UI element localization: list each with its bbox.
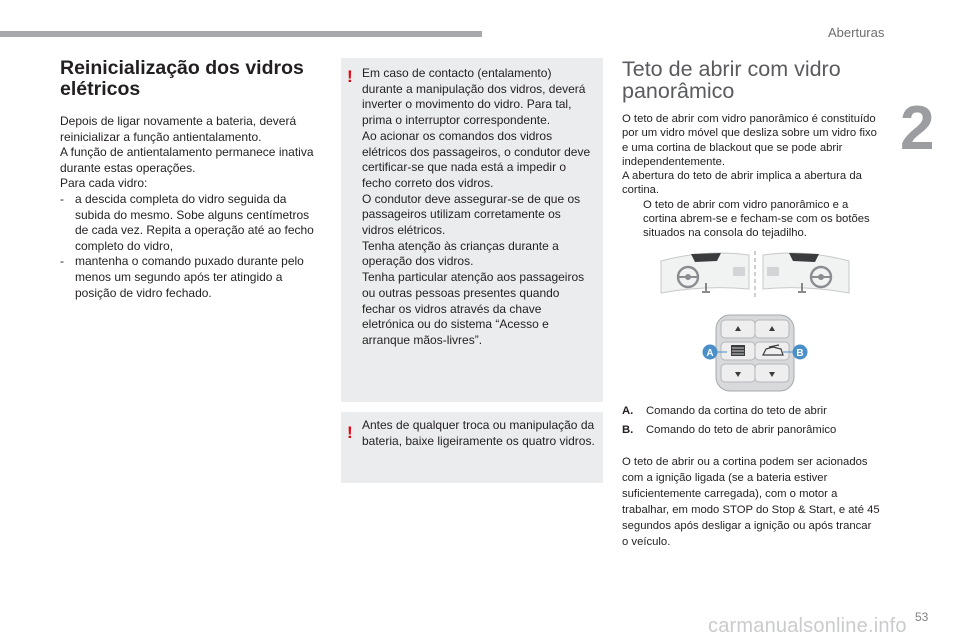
- warning-paragraph: Ao acionar os comandos dos vidros elétricos dos passageiros, o condutor deve certificar-se que nada está a impedir o fecho correto dos vidros.: [362, 128, 591, 190]
- reset-title-line2: elétricos: [60, 78, 141, 100]
- callout-a-label: A: [706, 348, 714, 359]
- warning-icon: !: [347, 423, 353, 442]
- section-name: Aberturas: [828, 25, 885, 40]
- legend-label: A.: [622, 405, 634, 417]
- blind-icon: [731, 345, 745, 356]
- list-item: [60, 192, 322, 254]
- list-item-text: a descida completa do vidro seguida da subida do mesmo. Sobe alguns centímetros de cada vez. Repita a operação até ao fecho completo do vidro,: [75, 191, 314, 253]
- chapter-number: 2: [900, 94, 935, 163]
- legend-item: [622, 404, 880, 418]
- warning-box-safety: [341, 58, 603, 402]
- dashboard-sketch-right: [763, 253, 849, 293]
- sunroof-paragraph: O teto de abrir com vidro panorâmico é constituído por um vidro móvel que desliza sobre um vidro fixo e uma cortina de blackout que se pode abrir independentemente.: [622, 113, 877, 168]
- header-rule: [0, 31, 482, 37]
- warning-text: Antes de qualquer troca ou manipulação da bateria, baixe ligeiramente os quatro vidros.: [362, 418, 595, 448]
- list-item: [622, 198, 880, 241]
- reset-body: [60, 114, 322, 301]
- reset-title-line1: Reinicialização dos vidros: [60, 57, 304, 79]
- legend-item: [622, 423, 880, 437]
- sunroof-title-line2: panorâmico: [622, 79, 735, 103]
- warning-box-battery: [341, 412, 603, 483]
- list-item-text: mantenha o comando puxado durante pelo menos um segundo após ter atingido a posição de vidro fechado.: [75, 254, 304, 300]
- dash-bullet: -: [60, 191, 64, 206]
- legend-text: Comando do teto de abrir panorâmico: [646, 424, 837, 436]
- roof-console-illustration: [655, 245, 855, 405]
- sunroof-operation-text: O teto de abrir ou a cortina podem ser acionados com a ignição ligada (se a bateria estiver suficientemente carregada), com o motor a trabalhar, em modo STOP do Stop & Start, e até 45 segundos após desligar a ignição ou após trancar o veículo.: [622, 456, 880, 548]
- watermark: carmanualsonline.info: [708, 615, 907, 637]
- reset-paragraph: Depois de ligar novamente a bateria, deverá reinicializar a função antientalamento.: [60, 114, 297, 144]
- roof-console-diagram: [655, 245, 855, 405]
- page-number: 53: [915, 610, 929, 624]
- roof-control-panel: [716, 315, 794, 391]
- legend-text: Comando da cortina do teto de abrir: [646, 405, 827, 417]
- dash-bullet: -: [60, 254, 64, 269]
- warning-paragraph: O condutor deve assegurar-se de que os passageiros utilizam corretamente os vidros elétricos.: [362, 191, 581, 238]
- warning-text: [362, 66, 595, 349]
- warning-paragraph: Em caso de contacto (entalamento) durante a manipulação dos vidros, deverá inverter o movimento do vidro. Para tal, prima o interruptor correspondente.: [362, 66, 586, 128]
- reset-section: [60, 58, 322, 301]
- warning-paragraph: Tenha particular atenção aos passageiros ou outras pessoas presentes quando fechar os vidros através da chave eletrónica ou do sistema “Acesso e arranque mãos-livres”.: [362, 270, 585, 347]
- callout-b-label: B: [796, 348, 804, 359]
- illustration-legend: [622, 404, 880, 442]
- list-item: [60, 254, 322, 301]
- reset-paragraph: Para cada vidro:: [60, 176, 148, 191]
- dashboard-sketch-left: [661, 253, 749, 293]
- sunroof-paragraph: A abertura do teto de abrir implica a abertura da cortina.: [622, 170, 862, 197]
- reset-paragraph: A função de antientalamento permanece inativa durante estas operações.: [60, 145, 314, 175]
- legend-label: B.: [622, 424, 634, 436]
- warning-icon: !: [347, 67, 353, 86]
- list-item-text: O teto de abrir com vidro panorâmico e a cortina abrem-se e fecham-se com os botões situados na consola do tejadilho.: [643, 198, 870, 240]
- sunroof-section: [622, 58, 880, 241]
- sunroof-title: [622, 58, 880, 102]
- warning-paragraph: Tenha atenção às crianças durante a operação dos vidros.: [362, 238, 559, 269]
- sunroof-title-line1: Teto de abrir com vidro: [622, 57, 841, 81]
- reset-title: [60, 58, 322, 100]
- sunroof-intro: [622, 112, 880, 241]
